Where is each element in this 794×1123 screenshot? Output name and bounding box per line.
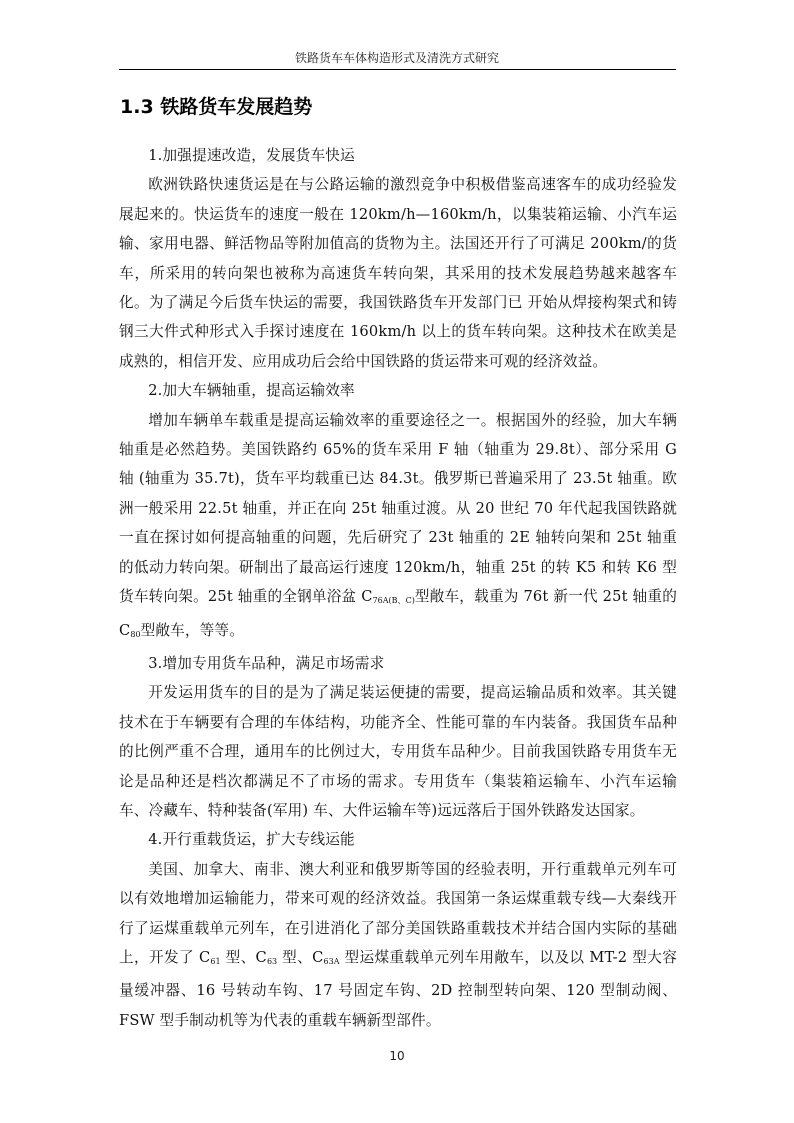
subscript: 63A (323, 956, 340, 966)
running-header: 铁路货车车体构造形式及清洗方式研究 (294, 51, 499, 65)
item-1-title: 1.加强提速改造，发展货车快运 (148, 147, 355, 164)
text-run: 型、C (277, 948, 324, 966)
body-text (119, 141, 677, 1035)
text-run: 型、C (220, 948, 267, 966)
section-heading: 1.3 铁路货车发展趋势 (120, 96, 313, 118)
subscript: 80 (130, 629, 141, 639)
subscript: 61 (210, 956, 221, 966)
header-rule (119, 69, 676, 70)
text-run: 型运煤重载单元列车用敞车，以及以 MT-2 型大容量缓冲器、16 号转动车钩、17 号固定车钩、2D 控制型转向架、120 型制动阀、FSW 型手制动机等为代表的重载车辆新型部件。 (119, 948, 678, 1029)
item-1-paragraph: 欧洲铁路快速货运是在与公路运输的激烈竞争中积极借鉴高速客车的成功经验发展起来的。快运货车的速度一般在 120km/h—160km/h，以集装箱运输、小汽车运输、家用电器、鲜活物品等附加值高的货物为主。法国还开行了可满足 200km/的货车，所采用的转向架也被称为高速货车转向架，其采用的技术发展趋势越来越客车化。为了满足今后货车快运的需要，我国铁路货车开发部门已 开始从焊接构架式和铸钢三大件式种形式入手探讨速度在 160km/h 以上的货车转向架。这种技术在欧美是成熟的，相信开发、应用成功后会给中国铁路的货运带来可观的经济效益。 (119, 176, 677, 370)
text-run: 型敞车，载重为 76t 新一代 25t 轴重的 C (119, 588, 677, 639)
page-number: 10 (389, 1049, 405, 1063)
text-run: 增加车辆单车载重是提高运输效率的重要途径之一。根据国外的经验，加大车辆轴重是必然趋势。美国铁路约 65%的货车采用 F 轴（轴重为 29.8t）、部分采用 G 轴 (轴重为 35.7t)，货车平均载重已达 84.3t。俄罗斯已普遍采用了 23.5t 轴重。欧洲一般采用 22.5t 轴重，并正在向 25t 轴重过渡。从 20 世纪 70 年代起我国铁路就一直在探讨如何提高轴重的问题，先后研究了 23t 轴重的 2E 轴转向架和 25t 轴重的低动力转向架。研制出了最高运行速度 120km/h，轴重 25t 的转 K5 和转 K6 型货车转向架。25t 轴重的全钢单浴盆 C (119, 411, 677, 606)
text-run: 型敞车，等等。 (140, 621, 245, 639)
text-run: 美国、加拿大、南非、澳大利亚和俄罗斯等国的经验表明，开行重载单元列车可以有效地增加运输能力，带来可观的经济效益。我国第一条运煤重载专线—大秦线开行了运煤重载单元列车，在引进消化了部分美国铁路重载技术并结合国内实际的基础上，开发了 C (119, 860, 677, 966)
subscript: 63 (266, 956, 278, 966)
item-3-paragraph: 开发运用货车的目的是为了满足装运便捷的需要，提高运输品质和效率。其关键技术在于车辆要有合理的车体结构，功能齐全、性能可靠的车内装备。我国货车品种的比例严重不合理，通用车的比例过大，专用货车品种少。目前我国铁路专用货车无论是品种还是档次都满足不了市场的需求。专用货车（集装箱运输车、小汽车运输车、冷藏车、特种装备(军用) 车、大件运输车等)远远落后于国外铁路发达国家。 (119, 684, 677, 819)
item-2-paragraph (119, 406, 677, 649)
item-4-title: 4.开行重载货运，扩大专线运能 (148, 831, 355, 849)
item-4-paragraph (119, 855, 677, 1035)
subscript: 76A(B、C) (372, 596, 415, 606)
item-2-title: 2.加大车辆轴重，提高运输效率 (148, 382, 355, 400)
item-3-title: 3.增加专用货车品种，满足市场需求 (148, 654, 385, 672)
